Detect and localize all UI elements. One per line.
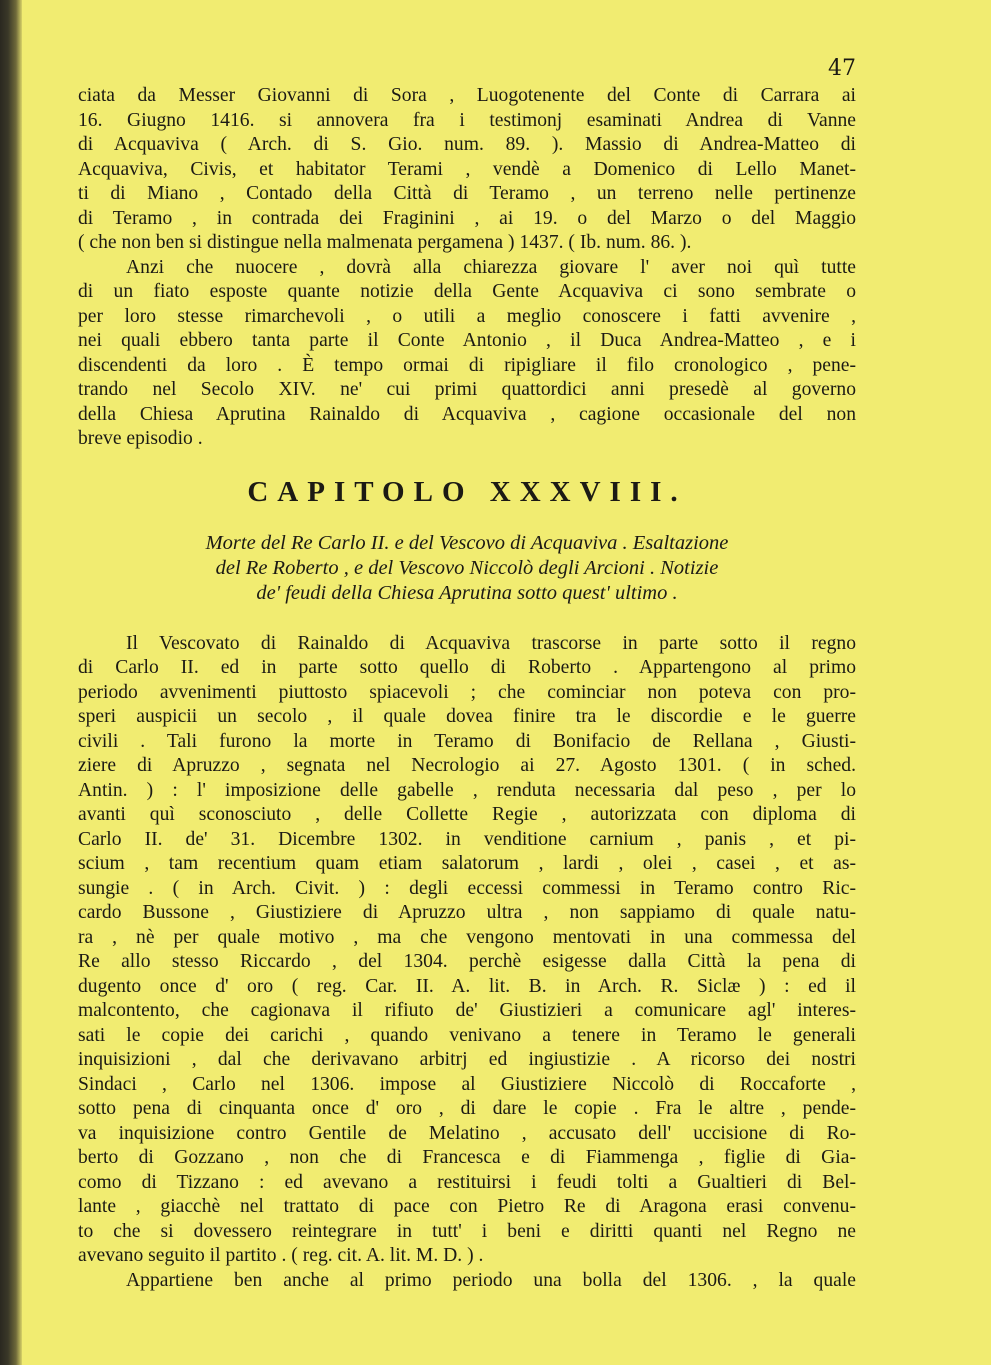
text-line: Acquaviva, Civis, et habitator Terami , vendè a Domenico di Lello Manet-: [78, 158, 856, 180]
chapter-title: CAPITOLO XXXVIII.: [247, 475, 687, 508]
text-line: Appartiene ben anche al primo periodo una bolla del 1306. , la quale: [126, 1269, 856, 1291]
text-line: Il Vescovato di Rainaldo di Acquaviva trascorse in parte sotto il regno: [126, 632, 856, 654]
text-line: di un fiato esposte quante notizie della Gente Acquaviva ci sono sembrate o: [78, 281, 856, 302]
text-line: ti di Miano , Contado della Città di Teramo , un terreno nelle pertinenze: [78, 183, 856, 204]
text-line: nei quali ebbero tanta parte il Conte Antonio , il Duca Andrea-Matteo , e i: [78, 330, 856, 351]
text-line: trando nel Secolo XIV. ne' cui primi quattordici anni presedè al governo: [78, 379, 856, 400]
text-line: sungie . ( in Arch. Civit. ) : degli eccessi commessi in Teramo contro Ric-: [78, 877, 856, 899]
text-line: berto di Gozzano , non che di Francesca e di Fiammenga , figlie di Gia-: [78, 1147, 856, 1168]
text-line: ra , nè per quale motivo , ma che vengono mentovati in una commessa del: [78, 926, 856, 948]
text-line: va inquisizione contro Gentile de Melatino , accusato dell' uccisione di Ro-: [78, 1122, 856, 1144]
book-page: [78, 58, 856, 1293]
text-line: per loro stesse rimarchevoli , o utili a meglio conoscere i fatti avvenire ,: [78, 305, 856, 327]
text-line: di Acquaviva ( Arch. di S. Gio. num. 89. ). Massio di Andrea-Matteo di: [78, 134, 856, 155]
paragraph-transition: [78, 256, 856, 452]
text-line: Antin. ) : l' imposizione delle gabelle , renduta necessaria dal peso , per lo: [78, 779, 856, 801]
text-line: dugento once d' oro ( reg. Car. II. A. lit. B. in Arch. R. Siclæ ) : ed il: [78, 975, 856, 997]
page-number: 47: [828, 56, 856, 81]
text-line: sotto pena di cinquanta once d' oro , di dare le copie . Fra le altre , pende-: [78, 1098, 856, 1119]
text-line: sati le copie dei carichi , quando venivano a tenere in Teramo le generali: [78, 1024, 856, 1046]
text-line: ziere di Apruzzo , segnata nel Necrologio ai 27. Agosto 1301. ( in sched.: [78, 755, 856, 776]
paragraph-continuation: [78, 1269, 856, 1294]
text-line: ciata da Messer Giovanni di Sora , Luogotenente del Conte di Carrara ai: [78, 85, 856, 106]
text-line: speri auspicii un secolo , il quale dovea finire tra le discordie e le guerre: [78, 706, 856, 727]
text-line: avevano seguito il partito . ( reg. cit. A. lit. M. D. ) .: [78, 1245, 484, 1266]
text-line: Carlo II. de' 31. Dicembre 1302. in venditione carnium , panis , et pi-: [78, 828, 856, 850]
summary-line: del Re Roberto , e del Vescovo Niccolò degli Arcioni . Notizie: [215, 556, 719, 579]
text-line: como di Tizzano : ed avevano a restituirsi i feudi tolti a Gualtieri di Bel-: [78, 1171, 856, 1193]
text-line: to che si dovessero reintegrare in tutt' i beni e diritti quanti nel Regno ne: [78, 1220, 856, 1242]
text-line: di Carlo II. ed in parte sotto quello di Roberto . Appartengono al primo: [78, 657, 856, 678]
text-line: di Teramo , in contrada dei Fraginini , ai 19. o del Marzo o del Maggio: [78, 207, 856, 229]
text-line: periodo avvenimenti piuttosto spiacevoli ; che cominciar non poteva con pro-: [78, 681, 856, 703]
text-line: Anzi che nuocere , dovrà alla chiarezza giovare l' aver noi quì tutte: [126, 256, 856, 278]
text-line: scium , tam recentium quam etiam salatorum , lardi , olei , casei , et as-: [78, 853, 856, 874]
text-line: Sindaci , Carlo nel 1306. impose al Giustiziere Niccolò di Roccaforte ,: [78, 1073, 856, 1095]
text-line: cardo Bussone , Giustiziere di Apruzzo ultra , non sappiamo di quale natu-: [78, 902, 856, 923]
text-line: discendenti da loro . È tempo ormai di ripigliare il filo cronologico , pene-: [78, 354, 856, 376]
text-line: ( che non ben si distingue nella malmenata pergamena ) 1437. ( Ib. num. 86. ).: [78, 232, 692, 253]
text-line: civili . Tali furono la morte in Teramo di Bonifacio de Rellana , Giusti-: [78, 730, 856, 752]
text-line: breve episodio .: [78, 428, 203, 449]
text-line: inquisizioni , dal che derivavano arbitrj ed ingiustizie . A ricorso dei nostri: [78, 1049, 856, 1070]
paragraph-archival-notes: [78, 84, 856, 256]
text-line: 16. Giugno 1416. si annovera fra i testimonj esaminati Andrea di Vanne: [78, 109, 856, 131]
summary-line: Morte del Re Carlo II. e del Vescovo di Acquaviva . Esaltazione: [205, 531, 729, 554]
chapter-summary: [78, 531, 856, 606]
text-line: della Chiesa Aprutina Rainaldo di Acquaviva , cagione occasionale del non: [78, 403, 856, 425]
text-line: Re allo stesso Riccardo , del 1304. perchè esigesse dalla Città la pena di: [78, 951, 856, 972]
text-line: malcontento, che cagionava il rifiuto de' Giustizieri a comunicare agl' interes-: [78, 1000, 856, 1021]
summary-line: de' feudi della Chiesa Aprutina sotto quest' ultimo .: [256, 581, 678, 604]
paragraph-chapter-body: [78, 632, 856, 1269]
text-line: avanti quì sconosciuto , delle Collette Regie , autorizzata con diploma di: [78, 804, 856, 825]
book-gutter: [0, 0, 22, 1365]
text-line: lante , giacchè nel trattato di pace con Pietro Re di Aragona erasi convenu-: [78, 1196, 856, 1217]
